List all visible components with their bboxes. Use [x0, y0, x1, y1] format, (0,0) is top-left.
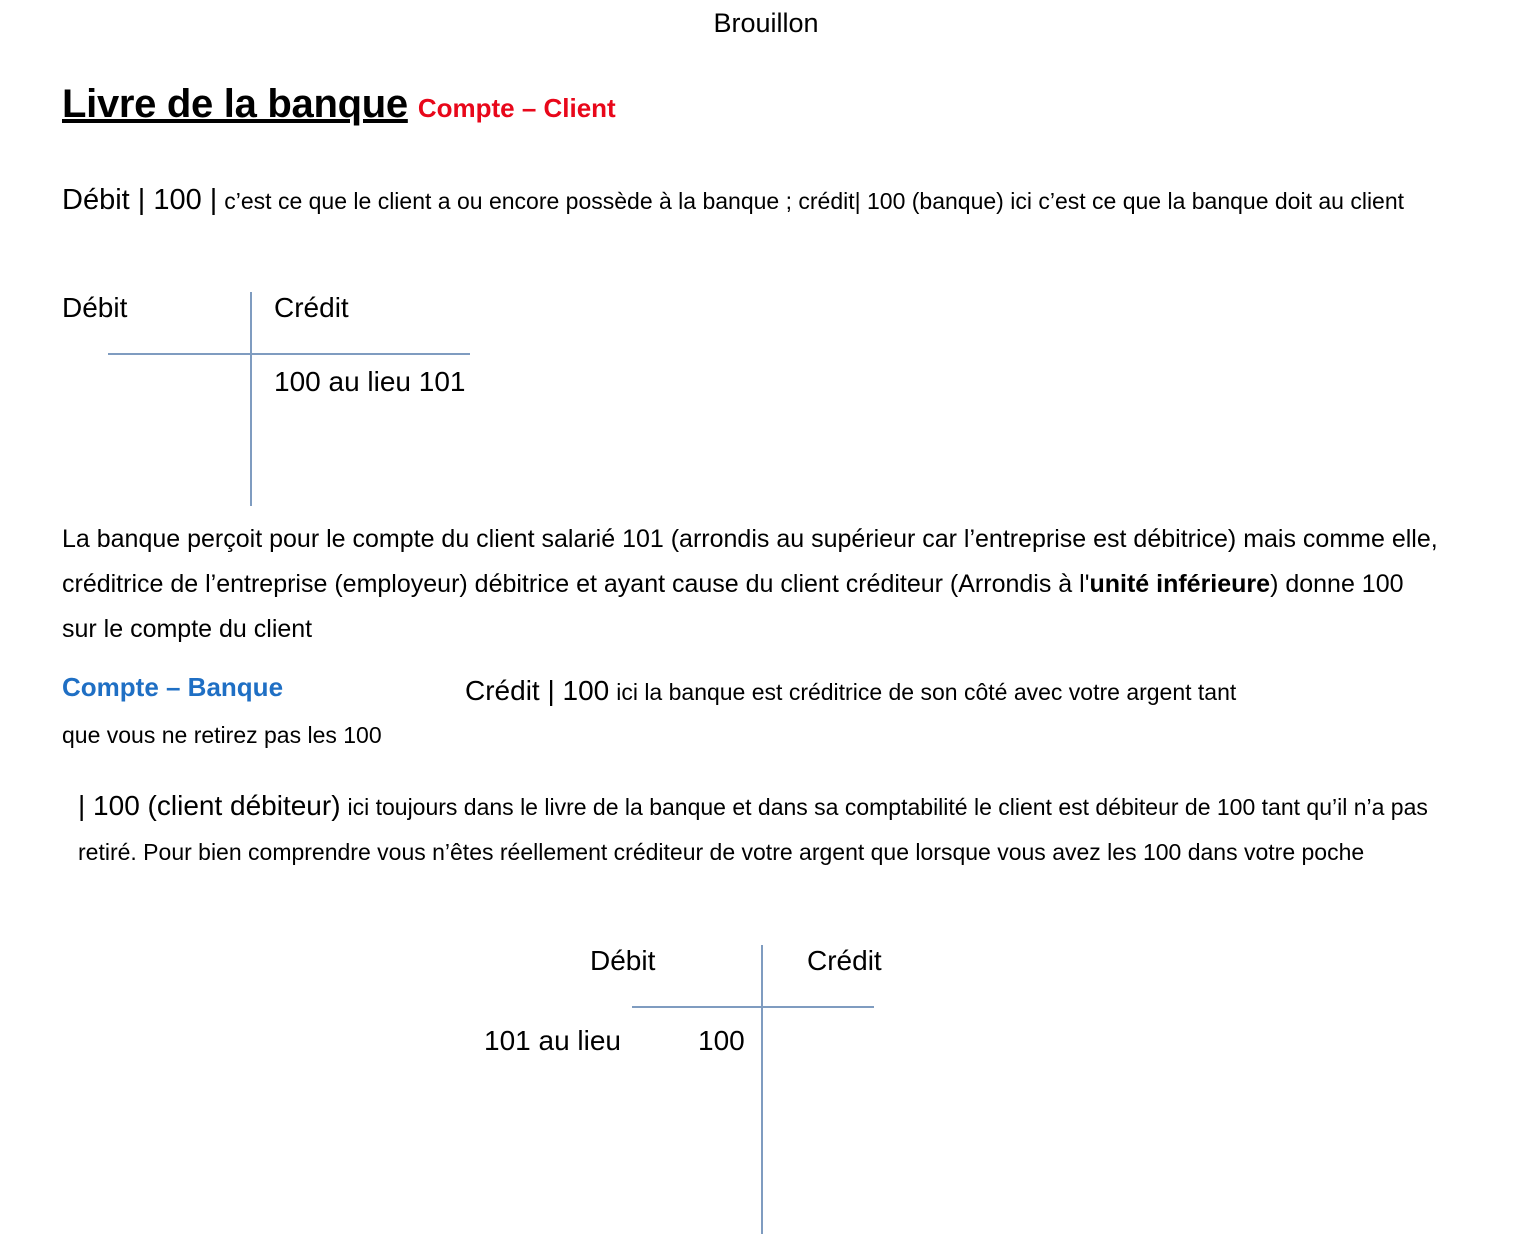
explanation-bold-term: unité inférieure [1089, 570, 1271, 598]
compte-banque-credit-line2 [62, 713, 1442, 758]
client-debiteur-paragraph [78, 783, 1448, 875]
t2-vertical-rule [761, 945, 763, 1234]
page-subtitle: Compte – Client [417, 93, 616, 123]
explanation-text-part1: La banque perçoit pour le compte du client salarié 101 (arrondis au supérieur car l’entreprise est débitrice) mais comme elle, créditrice de l’entreprise (employeur) débitrice et ayant cause du client créditeur (Arrondis à l' [62, 525, 1438, 598]
t2-debit-label: Débit [590, 945, 656, 976]
compte-banque-credit-line [465, 668, 1455, 715]
t1-credit-value: 100 au lieu 101 [274, 366, 466, 397]
t1-debit-label: Débit [62, 292, 128, 323]
page-header-title: Brouillon [713, 8, 819, 38]
t-account-client [62, 292, 622, 522]
t2-debit-value-right: 100 [698, 1025, 745, 1056]
client-debiteur-note: ici toujours dans le livre de la banque et dans sa comptabilité le client est débiteur de 100 tant qu’il n’a pas retiré. Pour bien comprendre vous n’êtes réellement créditeur de votre argent que lorsque vous avez les 100 dans votre poche [78, 794, 1428, 865]
compte-banque-credit-amount: Crédit | 100 [465, 675, 610, 706]
document-title-row [62, 82, 616, 127]
intro-debit-label: Débit | 100 | [62, 184, 218, 216]
t1-vertical-rule [250, 292, 252, 506]
intro-paragraph [62, 178, 1452, 224]
explanation-text-part2: ) donne 100 sur le compte du client [62, 570, 1404, 643]
t2-credit-label: Crédit [807, 945, 882, 976]
t2-horizontal-rule-right [763, 1006, 874, 1008]
intro-debit-explanation: c’est ce que le client a ou encore possède à la banque ; crédit| 100 (banque) ici c’est ce que la banque doit au client [224, 188, 1405, 214]
t1-horizontal-rule-left [108, 353, 250, 355]
compte-banque-credit-note: ici la banque est créditrice de son côté avec votre argent tant [616, 679, 1237, 705]
compte-banque-label: Compte – Banque [62, 672, 284, 702]
t2-debit-value-left: 101 au lieu [484, 1025, 622, 1056]
t-account-banque [480, 945, 1180, 1235]
explanation-paragraph [62, 517, 1442, 652]
client-debiteur-amount: | 100 (client débiteur) [78, 790, 341, 821]
page-title: Livre de la banque [62, 82, 408, 126]
t2-horizontal-rule-left [632, 1006, 762, 1008]
compte-banque-credit-note-2: que vous ne retirez pas les 100 [62, 722, 382, 748]
t1-credit-label: Crédit [274, 292, 349, 323]
t1-horizontal-rule-right [252, 353, 470, 355]
